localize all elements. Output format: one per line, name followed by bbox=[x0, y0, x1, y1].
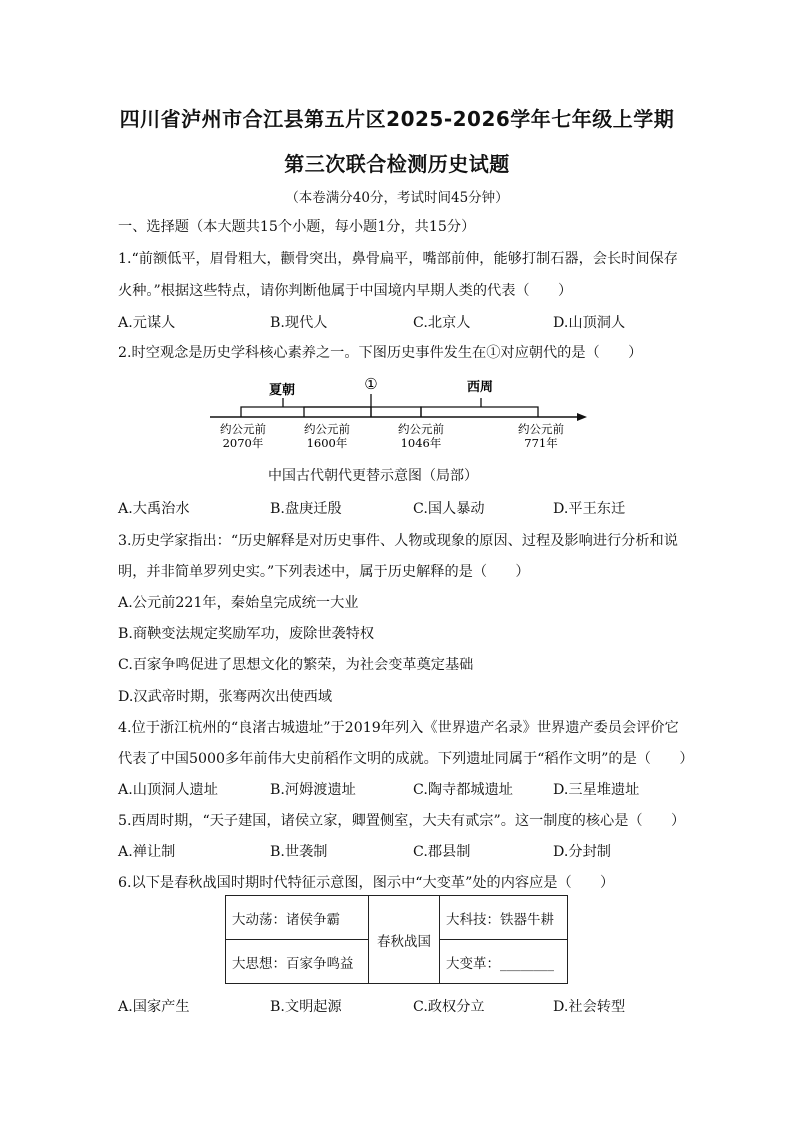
question-text: 2.时空观念是历史学科核心素养之一。下图历史事件发生在①对应朝代的是（ ） bbox=[118, 345, 643, 361]
question-text: 3.历史学家指出：“历史解释是对历史事件、人物或现象的原因、过程及影响进行分析和说 bbox=[118, 533, 678, 549]
option-d: D.分封制 bbox=[553, 844, 611, 860]
timeline-date-prefix: 约公元前 bbox=[518, 422, 564, 436]
option-b: B.河姆渡遗址 bbox=[270, 782, 356, 798]
option-d: D.社会转型 bbox=[553, 999, 626, 1015]
option-b: B.现代人 bbox=[270, 315, 328, 331]
option-a: A.禅让制 bbox=[118, 844, 176, 860]
option-a: A.公元前221年，秦始皇完成统一大业 bbox=[118, 595, 359, 611]
question-text: 5.西周时期，“天子建国，诸侯立家，卿置侧室，大夫有贰宗”。这一制度的核心是（ ） bbox=[118, 813, 686, 829]
option-d: D.山顶洞人 bbox=[553, 315, 626, 331]
option-b: B.盘庚迁殷 bbox=[270, 501, 342, 517]
exam-title-line1: 四川省泸州市合江县第五片区2025-2026学年七年级上学期 bbox=[119, 107, 675, 131]
question-text: 6.以下是春秋战国时期时代特征示意图，图示中“大变革”处的内容应是（ ） bbox=[118, 875, 615, 891]
question-text: 4.位于浙江杭州的“良渚古城遗址”于2019年列入《世界遗产名录》世界遗产委员会评价它 bbox=[118, 720, 679, 736]
era-features-table bbox=[225, 895, 568, 984]
question-text: 1.“前额低平，眉骨粗大，颧骨突出，鼻骨扁平，嘴部前伸，能够打制石器，会长时间保存 bbox=[118, 251, 678, 267]
timeline-date-prefix: 约公元前 bbox=[220, 422, 266, 436]
option-c: C.陶寺都城遗址 bbox=[413, 782, 513, 798]
option-b: B.商鞅变法规定奖励军功，废除世袭特权 bbox=[118, 626, 375, 642]
timeline-label-xizhou: 西周 bbox=[466, 380, 494, 395]
option-c: C.百家争鸣促进了思想文化的繁荣，为社会变革奠定基础 bbox=[118, 657, 474, 673]
table-cell: 大思想：百家争鸣益 bbox=[226, 940, 369, 984]
option-a: A.元谋人 bbox=[118, 315, 176, 331]
option-a: A.山顶洞人遗址 bbox=[118, 782, 218, 798]
option-d: D.汉武帝时期，张骞两次出使西域 bbox=[118, 689, 333, 705]
option-d: D.三星堆遗址 bbox=[553, 782, 640, 798]
option-a: A.国家产生 bbox=[118, 999, 190, 1015]
table-cell: 大科技：铁器牛耕 bbox=[440, 896, 568, 940]
option-c: C.政权分立 bbox=[413, 999, 485, 1015]
timeline-date-year: 771年 bbox=[524, 436, 558, 450]
timeline-label-circle: ① bbox=[364, 375, 378, 393]
timeline-date-year: 1046年 bbox=[400, 436, 442, 450]
timeline-date-year: 1600年 bbox=[306, 436, 348, 450]
exam-subtitle: （本卷满分40分，考试时间45分钟） bbox=[285, 190, 509, 206]
timeline-date-prefix: 约公元前 bbox=[304, 422, 350, 436]
question-text: 代表了中国5000多年前伟大史前稻作文明的成就。下列遗址同属于“稻作文明”的是（ ） bbox=[118, 751, 694, 767]
diagram-caption: 中国古代朝代更替示意图（局部） bbox=[268, 468, 478, 484]
option-b: B.文明起源 bbox=[270, 999, 342, 1015]
timeline-label-xia: 夏朝 bbox=[268, 383, 296, 398]
option-b: B.世袭制 bbox=[270, 844, 328, 860]
table-center-cell: 春秋战国 bbox=[369, 896, 440, 984]
option-c: C.北京人 bbox=[413, 315, 471, 331]
table-cell: 大变革：________ bbox=[440, 940, 568, 984]
timeline-date-prefix: 约公元前 bbox=[398, 422, 444, 436]
dynasty-timeline-diagram bbox=[205, 372, 595, 462]
section-heading: 一、选择题（本大题共15个小题，每小题1分，共15分） bbox=[118, 219, 476, 235]
timeline-date-year: 2070年 bbox=[222, 436, 264, 450]
option-c: C.国人暴动 bbox=[413, 501, 485, 517]
option-d: D.平王东迁 bbox=[553, 501, 626, 517]
question-text: 明，并非简单罗列史实。”下列表述中，属于历史解释的是（ ） bbox=[118, 564, 530, 580]
table-cell: 大动荡：诸侯争霸 bbox=[226, 896, 369, 940]
question-text: 火种。”根据这些特点，请你判断他属于中国境内早期人类的代表（ ） bbox=[118, 283, 573, 299]
option-c: C.郡县制 bbox=[413, 844, 471, 860]
option-a: A.大禹治水 bbox=[118, 501, 190, 517]
exam-title-line2: 第三次联合检测历史试题 bbox=[284, 152, 510, 176]
